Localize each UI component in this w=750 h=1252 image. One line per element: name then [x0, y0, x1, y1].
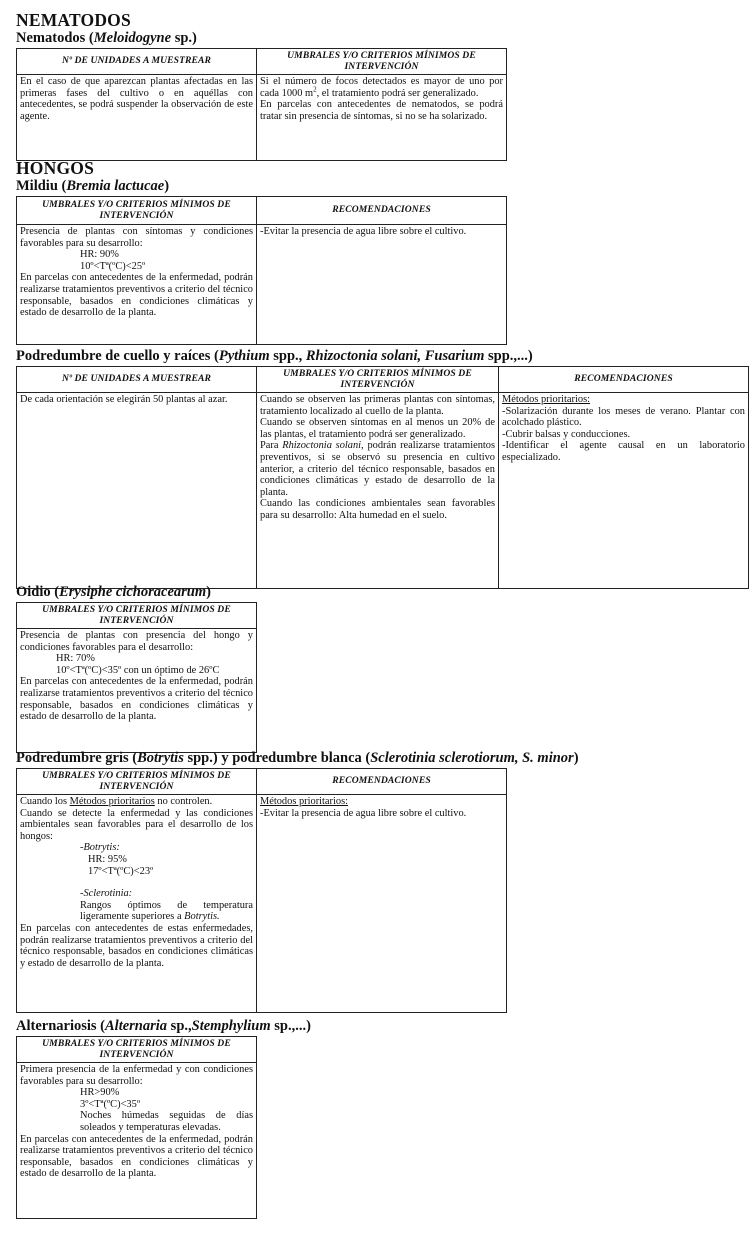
alternariosis-section	[16, 1018, 311, 1219]
podredumbre-gris-title: Podredumbre gris (Botrytis spp.) y podredumbre blanca (Sclerotinia sclerotiorum, S. minor)	[16, 750, 579, 766]
mildiu-temp: 10º<Tª(ºC)<25º	[80, 260, 146, 272]
podredumbre-cuello-col2-header: UMBRALES Y/O CRITERIOS MÍNIMOS DE INTERVENCIÓN	[257, 367, 499, 393]
nematodos-col2-text1: Si el número de focos detectados es mayor de uno por cada 1000 $m^2$, el tratamiento podrá ser generalizado.	[260, 76, 503, 99]
oidio-section	[16, 584, 257, 753]
nematodos-col1-cell	[17, 75, 257, 161]
podredumbre-gris-col2-cell	[257, 795, 507, 1013]
podredumbre-gris-col2-header: RECOMENDACIONES	[257, 769, 507, 795]
nematodos-col1-text: En el caso de que aparezcan plantas afectadas en las primeras fases del cultivo o en aquéllas con antecedentes, se podrá suspender la observación de este agente.	[20, 76, 253, 122]
podredumbre-cuello-col3-item1: -Solarización durante los meses de verano. Plantar con acolchado plástico.	[502, 405, 745, 429]
nematodos-title: Nematodos (Meloidogyne sp.)	[16, 30, 197, 46]
nematodos-col2-text2: En parcelas con antecedentes de nematodos, se podrá tratar sin presencia de síntomas, si no se ha solarizado.	[260, 99, 503, 122]
podredumbre-gris-hr: HR: 95%	[88, 853, 127, 865]
alternariosis-temp: 3º<Tª(ºC)<35º	[80, 1098, 141, 1110]
mildiu-col1-cell	[17, 225, 257, 345]
podredumbre-cuello-table	[16, 366, 749, 589]
podredumbre-cuello-title: Podredumbre de cuello y raíces (Pythium spp., Rhizoctonia solani, Fusarium spp.,...)	[16, 348, 533, 364]
podredumbre-cuello-col2-text4: Cuando las condiciones ambientales sean favorables para su desarrollo: Alta humedad en el suelo.	[260, 498, 495, 521]
podredumbre-gris-line1: Cuando los Métodos prioritarios no controlen.	[20, 796, 213, 807]
podredumbre-gris-col1-text1: Cuando se detecte la enfermedad y las condiciones ambientales sean favorables para el desarrollo de los hongos:	[20, 807, 253, 842]
podredumbre-cuello-col1-header: Nº DE UNIDADES A MUESTREAR	[17, 367, 257, 393]
podredumbre-cuello-col3-item2: -Cubrir balsas y conducciones.	[502, 428, 631, 440]
podredumbre-gris-temp: 17º<Tª(ºC)<23º	[88, 865, 154, 877]
podredumbre-cuello-col3-header: RECOMENDACIONES	[499, 367, 749, 393]
oidio-hr: HR: 70%	[56, 653, 95, 665]
podredumbre-cuello-col1-cell	[17, 393, 257, 589]
alternariosis-hr: HR>90%	[80, 1087, 120, 1099]
nematodos-heading: NEMATODOS	[16, 10, 131, 30]
podredumbre-gris-col1-header: UMBRALES Y/O CRITERIOS MÍNIMOS DE INTERVENCIÓN	[17, 769, 257, 795]
oidio-col1-header: UMBRALES Y/O CRITERIOS MÍNIMOS DE INTERVENCIÓN	[17, 603, 257, 629]
alternariosis-table	[16, 1036, 257, 1219]
nematodos-col1-header: Nº DE UNIDADES A MUESTREAR	[17, 49, 257, 75]
podredumbre-gris-botrytis: -Botrytis:	[80, 842, 120, 854]
alternariosis-col1-text1: Primera presencia de la enfermedad y con condiciones favorables para su desarrollo:	[20, 1064, 253, 1087]
mildiu-col1-header: UMBRALES Y/O CRITERIOS MÍNIMOS DE INTERVENCIÓN	[17, 197, 257, 225]
podredumbre-cuello-col2-text1: Cuando se observen las primeras plantas con síntomas, tratamiento localizado al cuello de la planta.	[260, 394, 495, 417]
podredumbre-gris-spacer	[20, 877, 253, 888]
oidio-table	[16, 602, 257, 753]
podredumbre-cuello-col3-item3: -Identificar el agente causal en un laboratorio especializado.	[502, 440, 745, 463]
nematodos-section	[16, 10, 507, 161]
podredumbre-gris-col2-title: Métodos prioritarios:	[260, 796, 349, 807]
oidio-col1-cell	[17, 629, 257, 753]
podredumbre-cuello-col1-text: De cada orientación se elegirán 50 plantas al azar.	[20, 394, 228, 405]
podredumbre-gris-col2-text: -Evitar la presencia de agua libre sobre el cultivo.	[260, 807, 467, 819]
podredumbre-cuello-col2-cell	[257, 393, 499, 589]
nematodos-col2-cell	[257, 75, 507, 161]
nematodos-table	[16, 48, 507, 161]
mildiu-table	[16, 196, 507, 345]
oidio-col1-text2: En parcelas con antecedentes de la enfermedad, podrán realizarse tratamientos preventivos a criterio del técnico responsable, basados en condiciones climáticas y estado de desarrollo de la planta.	[20, 676, 253, 723]
podredumbre-cuello-col3-cell	[499, 393, 749, 589]
mildiu-col1-text1: Presencia de plantas con síntomas y condiciones favorables para su desarrollo:	[20, 226, 253, 249]
podredumbre-cuello-col2-text3: Para Rhizoctonia solani, podrán realizarse tratamientos preventivos, si se observó su presencia en cultivo anterior, a criterio del técnico responsable, basados en condiciones climáticas y estado de desarrollo de la planta.	[260, 440, 496, 498]
podredumbre-cuello-section	[16, 348, 749, 589]
podredumbre-gris-section	[16, 750, 579, 1013]
podredumbre-gris-rangos: Rangos óptimos de temperatura ligeramente superiores a Botrytis.	[80, 899, 253, 923]
podredumbre-cuello-col3-title: Métodos prioritarios:	[502, 394, 591, 405]
mildiu-title: Mildiu (Bremia lactucae)	[16, 178, 170, 194]
alternariosis-col1-text2: En parcelas con antecedentes de la enfermedad, podrán realizarse tratamientos preventivos a criterio del técnico responsable, basados en condiciones climáticas y estado de desarrollo de la planta.	[20, 1133, 253, 1180]
podredumbre-gris-col1-cell	[17, 795, 257, 1013]
mildiu-hr: HR: 90%	[80, 249, 119, 261]
hongos-heading: HONGOS	[16, 158, 95, 178]
podredumbre-gris-col1-text2: En parcelas con antecedentes de estas enfermedades, podrán realizarse tratamientos preventivos a criterio del técnico responsable, basados en condiciones climáticas y estado de desarrollo de la planta.	[20, 922, 253, 969]
oidio-temp: 10º<Tª(ºC)<35º con un óptimo de 26ºC	[56, 664, 220, 676]
alternariosis-col1-header: UMBRALES Y/O CRITERIOS MÍNIMOS DE INTERVENCIÓN	[17, 1037, 257, 1063]
podredumbre-cuello-col2-text2: Cuando se observen síntomas en al menos un 20% de las plantas, el tratamiento podrá ser generalizado.	[260, 417, 495, 440]
alternariosis-noches: Noches húmedas seguidas de días soleados y temperaturas elevadas.	[80, 1110, 253, 1133]
mildiu-col2-header: RECOMENDACIONES	[257, 197, 507, 225]
podredumbre-gris-sclerotinia: -Sclerotinia:	[80, 888, 133, 900]
alternariosis-col1-cell	[17, 1063, 257, 1219]
alternariosis-title: Alternariosis (Alternaria sp.,Stemphylium sp.,...)	[16, 1018, 311, 1034]
oidio-col1-text1: Presencia de plantas con presencia del hongo y condiciones favorables para el desarrollo:	[20, 630, 253, 653]
podredumbre-gris-table	[16, 768, 507, 1013]
mildiu-section	[16, 158, 507, 345]
mildiu-col2-cell	[257, 225, 507, 345]
nematodos-col2-header: UMBRALES Y/O CRITERIOS MÍNIMOS DE INTERVENCIÓN	[257, 49, 507, 75]
mildiu-col2-text: -Evitar la presencia de agua libre sobre el cultivo.	[260, 226, 467, 237]
mildiu-col1-text2: En parcelas con antecedentes de la enfermedad, podrán realizarse tratamientos preventivos a criterio del técnico responsable, basados en condiciones climáticas y estado de desarrollo de la planta.	[20, 272, 253, 319]
oidio-title: Oidio (Erysiphe cichoracearum)	[16, 584, 211, 600]
